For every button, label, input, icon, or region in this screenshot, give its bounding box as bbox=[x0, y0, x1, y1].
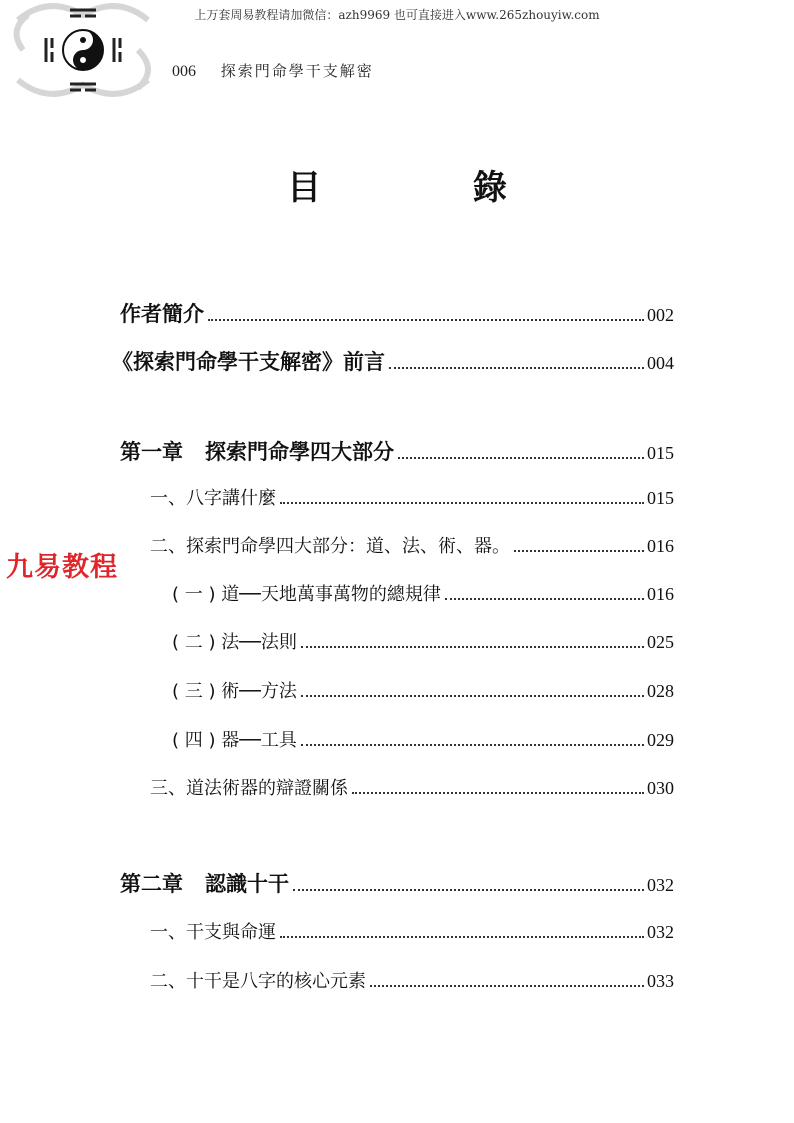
toc-entry-page: 033 bbox=[647, 971, 674, 991]
toc-entry-label: 三、道法術器的辯證關係 bbox=[150, 778, 348, 799]
toc-entry-page: 030 bbox=[647, 778, 674, 798]
toc-entry-page: 016 bbox=[647, 536, 674, 556]
leader-dots bbox=[280, 936, 644, 938]
top-watermark-text: 上万套周易教程请加微信：azh9969 也可直接进入www.265zhouyiw.com bbox=[194, 8, 600, 22]
leader-dots bbox=[445, 598, 644, 600]
header-book-title: 探索門命學干支解密 bbox=[220, 62, 374, 80]
leader-dots bbox=[370, 985, 644, 987]
toc-entry[interactable] bbox=[150, 967, 674, 993]
toc-entry-label: 認識十干 bbox=[205, 871, 289, 896]
toc-entry[interactable] bbox=[150, 532, 674, 558]
toc-entry[interactable] bbox=[120, 298, 674, 328]
leader-dots bbox=[301, 646, 644, 648]
toc-entry-page: 004 bbox=[647, 353, 674, 373]
toc-entry-label: ( 一 ) 道──天地萬事萬物的總規律 bbox=[172, 584, 441, 605]
toc-entry-label: ( 二 ) 法──法則 bbox=[172, 632, 297, 653]
toc-entry-page: 002 bbox=[647, 305, 674, 325]
toc-entry-label: 二、十干是八字的核心元素 bbox=[150, 971, 366, 992]
leader-dots bbox=[352, 792, 644, 794]
toc-entry-label: ( 三 ) 術──方法 bbox=[172, 681, 297, 702]
toc-entry-label: ( 四 ) 器──工具 bbox=[172, 730, 297, 751]
toc-entry-page: 028 bbox=[647, 681, 674, 701]
toc-entry-label: 一、八字講什麼 bbox=[150, 488, 276, 509]
side-watermark-text: 九易教程 bbox=[6, 552, 118, 583]
leader-dots bbox=[389, 367, 644, 369]
toc-entry[interactable] bbox=[150, 918, 674, 944]
toc-entry-page: 032 bbox=[647, 875, 674, 895]
leader-dots bbox=[301, 695, 644, 697]
chapter-number: 第二章 bbox=[120, 871, 183, 896]
toc-entry-page: 029 bbox=[647, 730, 674, 750]
toc-entry-label: 探索門命學四大部分 bbox=[205, 439, 394, 464]
toc-entry[interactable] bbox=[112, 346, 674, 376]
toc-entry-page: 025 bbox=[647, 632, 674, 652]
running-header bbox=[172, 60, 374, 81]
toc-entry-label: 作者簡介 bbox=[120, 301, 204, 326]
toc-title: 目 錄 bbox=[287, 168, 577, 208]
leader-dots bbox=[398, 457, 644, 459]
bagua-yin-yang-icon bbox=[8, 0, 158, 100]
toc-entry-label: 二、探索門命學四大部分：道、法、術、器。 bbox=[150, 536, 510, 557]
toc-entry[interactable] bbox=[172, 677, 674, 703]
header-page-number: 006 bbox=[172, 63, 196, 80]
leader-dots bbox=[208, 319, 644, 321]
leader-dots bbox=[293, 889, 644, 891]
leader-dots bbox=[280, 502, 644, 504]
toc-entry-label: 一、干支與命運 bbox=[150, 922, 276, 943]
toc-entry[interactable] bbox=[172, 580, 674, 606]
toc-entry-page: 016 bbox=[647, 584, 674, 604]
toc-entry[interactable] bbox=[172, 726, 674, 752]
leader-dots bbox=[514, 550, 644, 552]
toc-entry[interactable] bbox=[150, 774, 674, 800]
toc-entry[interactable] bbox=[150, 484, 674, 510]
toc-chapter-entry[interactable] bbox=[120, 868, 674, 898]
toc-chapter-entry[interactable] bbox=[120, 436, 674, 466]
toc-entry-label: 《探索門命學干支解密》前言 bbox=[112, 349, 385, 374]
leader-dots bbox=[301, 744, 644, 746]
chapter-number: 第一章 bbox=[120, 439, 183, 464]
toc-entry[interactable] bbox=[172, 628, 674, 654]
toc-entry-page: 015 bbox=[647, 488, 674, 508]
toc-entry-page: 015 bbox=[647, 443, 674, 463]
toc-entry-page: 032 bbox=[647, 922, 674, 942]
